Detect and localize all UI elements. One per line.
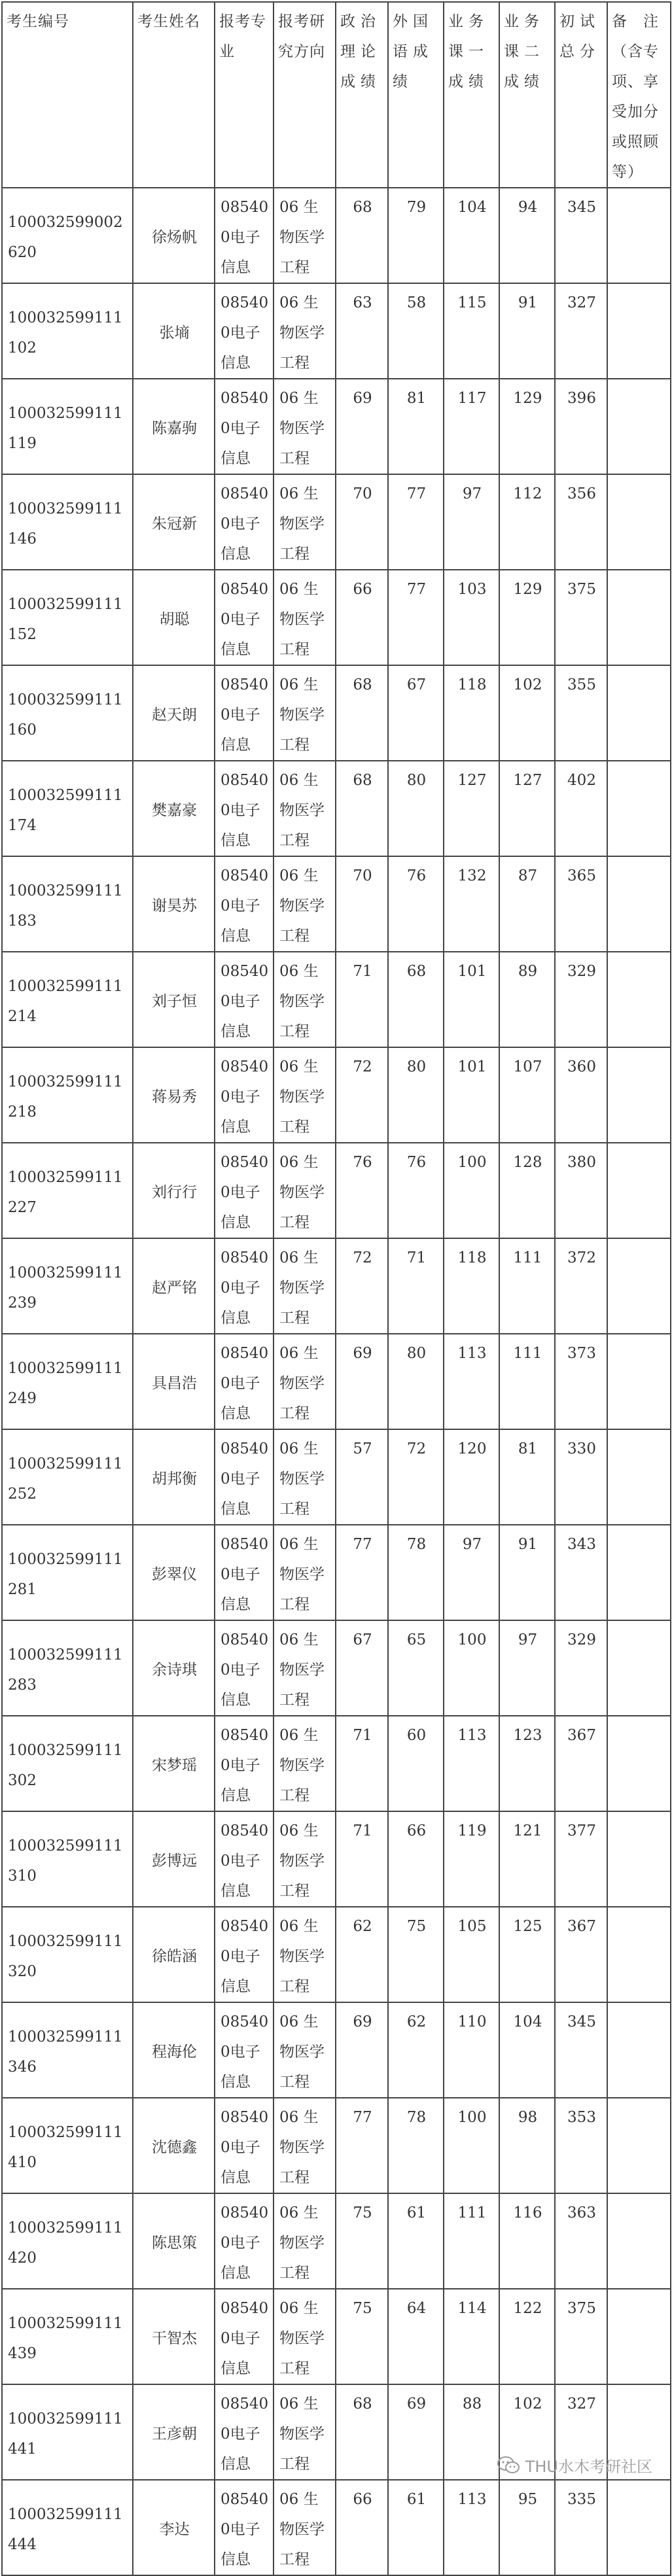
cell-total: 377: [555, 1811, 607, 1907]
cell-language: 81: [388, 379, 444, 474]
cell-course1: 127: [444, 761, 499, 856]
cell-major: 085400电子信息: [215, 2098, 274, 2193]
cell-course1: 88: [444, 2384, 499, 2480]
cell-note: [607, 1620, 671, 1716]
cell-direction: 06 生物医学工程: [274, 2098, 336, 2193]
cell-note: [607, 1525, 671, 1620]
cell-course2: 116: [499, 2193, 555, 2289]
cell-politics: 69: [336, 379, 388, 474]
cell-language: 62: [388, 2002, 444, 2098]
cell-politics: 70: [336, 474, 388, 570]
cell-name: 张墒: [133, 283, 215, 379]
cell-course2: 111: [499, 1238, 555, 1334]
cell-id: 100032599111214: [2, 952, 133, 1047]
cell-major: 085400电子信息: [215, 761, 274, 856]
cell-name: 具昌浩: [133, 1334, 215, 1429]
cell-course1: 101: [444, 1047, 499, 1143]
cell-language: 76: [388, 1143, 444, 1238]
cell-course2: 104: [499, 2002, 555, 2098]
cell-major: 085400电子信息: [215, 2384, 274, 2480]
cell-note: [607, 2098, 671, 2193]
cell-name: 刘行行: [133, 1143, 215, 1238]
cell-course2: 111: [499, 1334, 555, 1429]
cell-politics: 71: [336, 1811, 388, 1907]
cell-language: 72: [388, 1429, 444, 1525]
cell-major: 085400电子信息: [215, 188, 274, 283]
cell-politics: 57: [336, 1429, 388, 1525]
cell-note: [607, 283, 671, 379]
cell-language: 78: [388, 2098, 444, 2193]
cell-total: 329: [555, 1620, 607, 1716]
cell-name: 谢昊苏: [133, 856, 215, 952]
cell-course2: 89: [499, 952, 555, 1047]
cell-politics: 77: [336, 1525, 388, 1620]
cell-course1: 104: [444, 188, 499, 283]
cell-language: 79: [388, 188, 444, 283]
cell-direction: 06 生物医学工程: [274, 1334, 336, 1429]
cell-course1: 111: [444, 2193, 499, 2289]
cell-name: 赵严铭: [133, 1238, 215, 1334]
cell-major: 085400电子信息: [215, 1238, 274, 1334]
cell-course2: 87: [499, 856, 555, 952]
cell-direction: 06 生物医学工程: [274, 474, 336, 570]
cell-direction: 06 生物医学工程: [274, 856, 336, 952]
cell-major: 085400电子信息: [215, 856, 274, 952]
cell-language: 60: [388, 1716, 444, 1811]
cell-note: [607, 1907, 671, 2002]
cell-language: 80: [388, 761, 444, 856]
cell-id: 100032599002620: [2, 188, 133, 283]
cell-major: 085400电子信息: [215, 2480, 274, 2575]
cell-major: 085400电子信息: [215, 1716, 274, 1811]
table-row: [2, 1429, 671, 1525]
cell-course2: 95: [499, 2480, 555, 2575]
table-row: [2, 665, 671, 761]
table-row: [2, 2289, 671, 2384]
cell-note: [607, 1811, 671, 1907]
cell-direction: 06 生物医学工程: [274, 1620, 336, 1716]
cell-name: 赵天朗: [133, 665, 215, 761]
cell-direction: 06 生物医学工程: [274, 2384, 336, 2480]
cell-course2: 91: [499, 1525, 555, 1620]
cell-course1: 119: [444, 1811, 499, 1907]
watermark: [497, 2454, 652, 2477]
cell-course2: 122: [499, 2289, 555, 2384]
cell-politics: 77: [336, 2098, 388, 2193]
cell-direction: 06 生物医学工程: [274, 188, 336, 283]
cell-note: [607, 2193, 671, 2289]
table-row: [2, 1620, 671, 1716]
cell-id: 100032599111320: [2, 1907, 133, 2002]
table-row: [2, 1334, 671, 1429]
cell-total: 355: [555, 665, 607, 761]
cell-major: 085400电子信息: [215, 2193, 274, 2289]
cell-name: 朱冠新: [133, 474, 215, 570]
cell-language: 67: [388, 665, 444, 761]
cell-politics: 72: [336, 1238, 388, 1334]
cell-politics: 63: [336, 283, 388, 379]
cell-language: 78: [388, 1525, 444, 1620]
cell-direction: 06 生物医学工程: [274, 1047, 336, 1143]
cell-course1: 100: [444, 1620, 499, 1716]
cell-id: 100032599111252: [2, 1429, 133, 1525]
score-table: [1, 1, 671, 2576]
cell-note: [607, 1429, 671, 1525]
cell-name: 王彦朝: [133, 2384, 215, 2480]
cell-total: 345: [555, 2002, 607, 2098]
cell-language: 61: [388, 2193, 444, 2289]
cell-direction: 06 生物医学工程: [274, 1716, 336, 1811]
cell-direction: 06 生物医学工程: [274, 1907, 336, 2002]
cell-course2: 112: [499, 474, 555, 570]
cell-total: 360: [555, 1047, 607, 1143]
cell-name: 胡邦衡: [133, 1429, 215, 1525]
cell-id: 100032599111239: [2, 1238, 133, 1334]
cell-direction: 06 生物医学工程: [274, 1429, 336, 1525]
cell-note: [607, 1334, 671, 1429]
cell-major: 085400电子信息: [215, 1334, 274, 1429]
cell-course1: 110: [444, 2002, 499, 2098]
cell-politics: 68: [336, 665, 388, 761]
header-politics: 政治理论成绩: [336, 2, 388, 188]
table-row: [2, 2193, 671, 2289]
cell-name: 徐炀帆: [133, 188, 215, 283]
cell-direction: 06 生物医学工程: [274, 1811, 336, 1907]
cell-id: 100032599111444: [2, 2480, 133, 2575]
cell-major: 085400电子信息: [215, 665, 274, 761]
cell-major: 085400电子信息: [215, 1143, 274, 1238]
cell-language: 69: [388, 2384, 444, 2480]
cell-course2: 129: [499, 570, 555, 665]
header-direction: 报考研究方向: [274, 2, 336, 188]
cell-note: [607, 2480, 671, 2575]
header-note: 备 注（含专项、享受加分或照顾等）: [607, 2, 671, 188]
cell-major: 085400电子信息: [215, 570, 274, 665]
table-row: [2, 856, 671, 952]
cell-direction: 06 生物医学工程: [274, 1238, 336, 1334]
cell-direction: 06 生物医学工程: [274, 1525, 336, 1620]
cell-politics: 69: [336, 1334, 388, 1429]
cell-note: [607, 761, 671, 856]
cell-direction: 06 生物医学工程: [274, 2480, 336, 2575]
cell-language: 66: [388, 1811, 444, 1907]
cell-politics: 68: [336, 761, 388, 856]
cell-major: 085400电子信息: [215, 1429, 274, 1525]
cell-politics: 76: [336, 1143, 388, 1238]
cell-name: 胡聪: [133, 570, 215, 665]
cell-politics: 68: [336, 2384, 388, 2480]
cell-direction: 06 生物医学工程: [274, 2193, 336, 2289]
cell-total: 356: [555, 474, 607, 570]
table-row: [2, 474, 671, 570]
cell-name: 蒋易秀: [133, 1047, 215, 1143]
cell-id: 100032599111119: [2, 379, 133, 474]
cell-total: 380: [555, 1143, 607, 1238]
cell-course2: 125: [499, 1907, 555, 2002]
cell-course1: 113: [444, 2480, 499, 2575]
cell-course2: 102: [499, 2384, 555, 2480]
cell-language: 58: [388, 283, 444, 379]
cell-course1: 114: [444, 2289, 499, 2384]
cell-id: 100032599111249: [2, 1334, 133, 1429]
cell-language: 80: [388, 1047, 444, 1143]
cell-total: 327: [555, 2384, 607, 2480]
cell-major: 085400电子信息: [215, 474, 274, 570]
cell-total: 335: [555, 2480, 607, 2575]
cell-course1: 113: [444, 1334, 499, 1429]
table-row: [2, 1525, 671, 1620]
header-course2: 业务课二成绩: [499, 2, 555, 188]
cell-id: 100032599111160: [2, 665, 133, 761]
cell-id: 100032599111441: [2, 2384, 133, 2480]
cell-course1: 105: [444, 1907, 499, 2002]
cell-major: 085400电子信息: [215, 2002, 274, 2098]
cell-note: [607, 2002, 671, 2098]
cell-id: 100032599111310: [2, 1811, 133, 1907]
cell-name: 彭翠仪: [133, 1525, 215, 1620]
cell-direction: 06 生物医学工程: [274, 952, 336, 1047]
cell-name: 陈思策: [133, 2193, 215, 2289]
cell-course1: 115: [444, 283, 499, 379]
cell-course2: 102: [499, 665, 555, 761]
cell-course2: 127: [499, 761, 555, 856]
table-row: [2, 2002, 671, 2098]
cell-note: [607, 1716, 671, 1811]
cell-name: 宋梦瑶: [133, 1716, 215, 1811]
cell-direction: 06 生物医学工程: [274, 379, 336, 474]
cell-total: 372: [555, 1238, 607, 1334]
table-row: [2, 1047, 671, 1143]
cell-major: 085400电子信息: [215, 1811, 274, 1907]
cell-total: 329: [555, 952, 607, 1047]
cell-language: 68: [388, 952, 444, 1047]
cell-politics: 71: [336, 1716, 388, 1811]
cell-name: 沈德鑫: [133, 2098, 215, 2193]
cell-note: [607, 665, 671, 761]
cell-language: 77: [388, 570, 444, 665]
wechat-icon: [497, 2456, 520, 2475]
cell-course1: 101: [444, 952, 499, 1047]
header-major: 报考专业: [215, 2, 274, 188]
cell-major: 085400电子信息: [215, 2289, 274, 2384]
cell-total: 353: [555, 2098, 607, 2193]
cell-id: 100032599111146: [2, 474, 133, 570]
cell-major: 085400电子信息: [215, 1907, 274, 2002]
table-row: [2, 570, 671, 665]
cell-name: 余诗琪: [133, 1620, 215, 1716]
cell-total: 345: [555, 188, 607, 283]
cell-id: 100032599111420: [2, 2193, 133, 2289]
cell-name: 程海伦: [133, 2002, 215, 2098]
cell-note: [607, 379, 671, 474]
table-row: [2, 761, 671, 856]
cell-direction: 06 生物医学工程: [274, 665, 336, 761]
cell-course1: 97: [444, 1525, 499, 1620]
cell-major: 085400电子信息: [215, 952, 274, 1047]
cell-direction: 06 生物医学工程: [274, 283, 336, 379]
cell-total: 373: [555, 1334, 607, 1429]
cell-direction: 06 生物医学工程: [274, 2289, 336, 2384]
cell-course2: 91: [499, 283, 555, 379]
header-language: 外国语成绩: [388, 2, 444, 188]
cell-note: [607, 474, 671, 570]
cell-course1: 132: [444, 856, 499, 952]
cell-course2: 123: [499, 1716, 555, 1811]
cell-course2: 121: [499, 1811, 555, 1907]
cell-id: 100032599111183: [2, 856, 133, 952]
cell-total: 402: [555, 761, 607, 856]
cell-course1: 100: [444, 1143, 499, 1238]
cell-name: 彭博远: [133, 1811, 215, 1907]
cell-politics: 68: [336, 188, 388, 283]
cell-total: 343: [555, 1525, 607, 1620]
cell-note: [607, 952, 671, 1047]
cell-language: 80: [388, 1334, 444, 1429]
cell-id: 100032599111283: [2, 1620, 133, 1716]
cell-id: 100032599111227: [2, 1143, 133, 1238]
cell-course1: 97: [444, 474, 499, 570]
header-total: 初试总分: [555, 2, 607, 188]
cell-id: 100032599111281: [2, 1525, 133, 1620]
cell-total: 375: [555, 570, 607, 665]
cell-course1: 120: [444, 1429, 499, 1525]
cell-direction: 06 生物医学工程: [274, 570, 336, 665]
cell-course1: 118: [444, 665, 499, 761]
cell-language: 76: [388, 856, 444, 952]
table-row: [2, 2480, 671, 2575]
table-row: [2, 1716, 671, 1811]
header-course1: 业务课一成绩: [444, 2, 499, 188]
cell-total: 365: [555, 856, 607, 952]
table-row: [2, 2098, 671, 2193]
cell-politics: 70: [336, 856, 388, 952]
cell-id: 100032599111410: [2, 2098, 133, 2193]
cell-language: 77: [388, 474, 444, 570]
cell-politics: 67: [336, 1620, 388, 1716]
cell-politics: 62: [336, 1907, 388, 2002]
cell-id: 100032599111302: [2, 1716, 133, 1811]
cell-language: 75: [388, 1907, 444, 2002]
cell-course2: 107: [499, 1047, 555, 1143]
table-row: [2, 952, 671, 1047]
table-row: [2, 1238, 671, 1334]
table-row: [2, 283, 671, 379]
cell-language: 71: [388, 1238, 444, 1334]
cell-course1: 117: [444, 379, 499, 474]
watermark-text: THU水木考研社区: [525, 2458, 652, 2476]
cell-direction: 06 生物医学工程: [274, 761, 336, 856]
cell-id: 100032599111152: [2, 570, 133, 665]
table-row: [2, 379, 671, 474]
cell-course2: 98: [499, 2098, 555, 2193]
cell-total: 375: [555, 2289, 607, 2384]
cell-total: 367: [555, 1907, 607, 2002]
cell-total: 330: [555, 1429, 607, 1525]
cell-note: [607, 188, 671, 283]
cell-politics: 75: [336, 2289, 388, 2384]
cell-major: 085400电子信息: [215, 283, 274, 379]
cell-id: 100032599111102: [2, 283, 133, 379]
table-row: [2, 1143, 671, 1238]
cell-note: [607, 1143, 671, 1238]
cell-note: [607, 856, 671, 952]
table-row: [2, 1907, 671, 2002]
cell-major: 085400电子信息: [215, 379, 274, 474]
cell-major: 085400电子信息: [215, 1620, 274, 1716]
cell-note: [607, 1047, 671, 1143]
cell-politics: 69: [336, 2002, 388, 2098]
cell-id: 100032599111174: [2, 761, 133, 856]
cell-major: 085400电子信息: [215, 1047, 274, 1143]
cell-total: 396: [555, 379, 607, 474]
cell-note: [607, 2289, 671, 2384]
cell-course1: 113: [444, 1716, 499, 1811]
cell-course2: 97: [499, 1620, 555, 1716]
cell-name: 徐皓涵: [133, 1907, 215, 2002]
cell-id: 100032599111218: [2, 1047, 133, 1143]
cell-politics: 66: [336, 2480, 388, 2575]
header-name: 考生姓名: [133, 2, 215, 188]
cell-direction: 06 生物医学工程: [274, 2002, 336, 2098]
header-id: 考生编号: [2, 2, 133, 188]
table-row: [2, 188, 671, 283]
cell-note: [607, 1238, 671, 1334]
cell-direction: 06 生物医学工程: [274, 1143, 336, 1238]
cell-name: 陈嘉驹: [133, 379, 215, 474]
cell-name: 干智杰: [133, 2289, 215, 2384]
table-row: [2, 1811, 671, 1907]
cell-politics: 66: [336, 570, 388, 665]
cell-total: 367: [555, 1716, 607, 1811]
cell-total: 363: [555, 2193, 607, 2289]
cell-id: 100032599111346: [2, 2002, 133, 2098]
cell-course2: 81: [499, 1429, 555, 1525]
cell-course1: 100: [444, 2098, 499, 2193]
cell-language: 64: [388, 2289, 444, 2384]
cell-note: [607, 570, 671, 665]
cell-name: 刘子恒: [133, 952, 215, 1047]
cell-course2: 128: [499, 1143, 555, 1238]
cell-politics: 75: [336, 2193, 388, 2289]
cell-language: 61: [388, 2480, 444, 2575]
cell-course1: 118: [444, 1238, 499, 1334]
cell-major: 085400电子信息: [215, 1525, 274, 1620]
cell-course2: 129: [499, 379, 555, 474]
cell-politics: 72: [336, 1047, 388, 1143]
cell-name: 李达: [133, 2480, 215, 2575]
cell-id: 100032599111439: [2, 2289, 133, 2384]
cell-name: 樊嘉豪: [133, 761, 215, 856]
header-row: [2, 2, 671, 188]
cell-course1: 103: [444, 570, 499, 665]
cell-course2: 94: [499, 188, 555, 283]
cell-total: 327: [555, 283, 607, 379]
cell-language: 65: [388, 1620, 444, 1716]
cell-politics: 71: [336, 952, 388, 1047]
